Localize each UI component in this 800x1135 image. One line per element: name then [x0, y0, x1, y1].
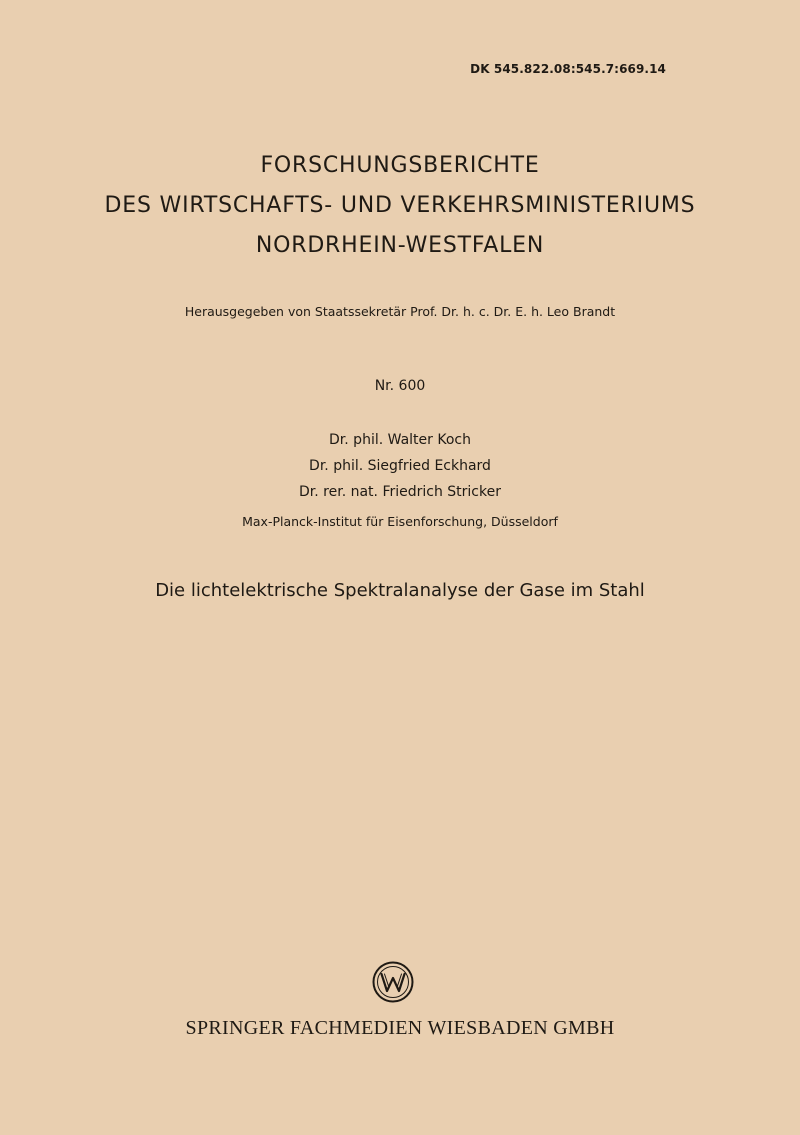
series-title-line-3: NORDRHEIN-WESTFALEN: [255, 233, 545, 258]
publisher-name: SPRINGER FACHMEDIEN WIESBADEN GMBH: [185, 1017, 615, 1039]
dk-classification-code: DK 545.822.08:545.7:669.14: [470, 62, 666, 76]
springer-w-logo-icon: [372, 961, 414, 1003]
report-number: Nr. 600: [374, 378, 426, 394]
author-1: Dr. phil. Walter Koch: [329, 432, 471, 448]
institute-affiliation: Max-Planck-Institut für Eisenforschung, Düsseldorf: [242, 514, 558, 529]
series-title-line-2: DES WIRTSCHAFTS- UND VERKEHRSMINISTERIUMS: [104, 193, 696, 218]
author-3: Dr. rer. nat. Friedrich Stricker: [299, 484, 501, 500]
author-2: Dr. phil. Siegfried Eckhard: [309, 458, 491, 474]
book-title: Die lichtelektrische Spektralanalyse der Gase im Stahl: [155, 580, 645, 601]
editor-credit: Herausgegeben von Staatssekretär Prof. Dr. h. c. Dr. E. h. Leo Brandt: [184, 304, 616, 319]
series-title-line-1: FORSCHUNGSBERICHTE: [260, 153, 540, 178]
series-title: [0, 146, 800, 266]
author-list: [0, 427, 800, 505]
